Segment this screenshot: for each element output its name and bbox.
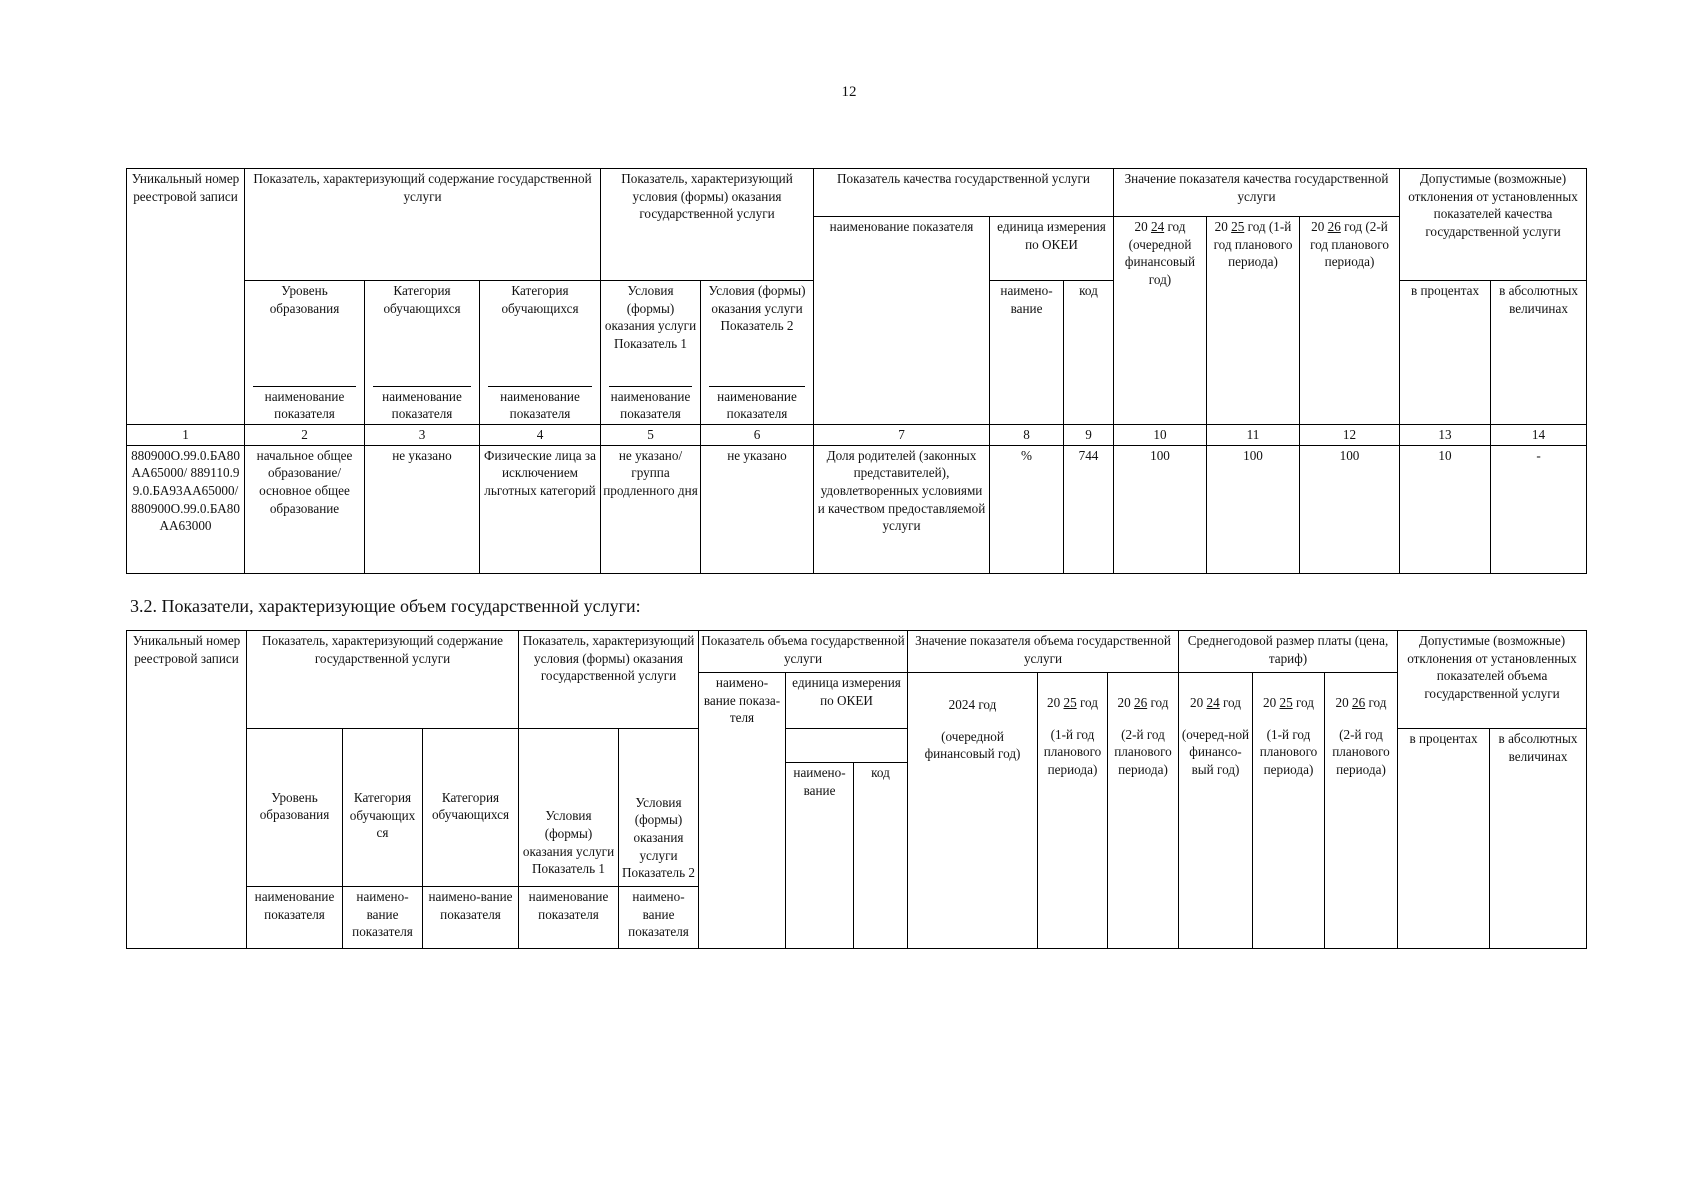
- header-year-2026: [1300, 217, 1400, 425]
- header-value-2025: [1038, 673, 1108, 949]
- table-row: [127, 445, 1587, 573]
- cell-unique-number: 880900О.99.0.БА80АА65000/ 889110.99.0.БА93АА65000/ 880900О.99.0.БА80АА63000: [127, 445, 245, 573]
- header-category-2: Категория обучающихся: [423, 729, 519, 887]
- header-unit-okei: единица измерения по ОКЕИ: [786, 673, 908, 729]
- cell-value-2025: 100: [1207, 445, 1300, 573]
- header-unit-spacer: [786, 729, 908, 763]
- header-unit-code: код: [854, 763, 908, 949]
- year-sub: (очеред-ной финансо-вый год): [1181, 726, 1250, 778]
- header-category-1: Категория обучающихся: [365, 281, 480, 385]
- cell-deviation-percent: 10: [1400, 445, 1491, 573]
- col-number: 13: [1400, 425, 1491, 446]
- year-number: 26: [1351, 695, 1366, 710]
- cell-deviation-absolute: -: [1491, 445, 1587, 573]
- header-category-1: Категория обучающих ся: [343, 729, 423, 887]
- year-sub: (1-й год планового периода): [1043, 726, 1102, 778]
- year-prefix: 20: [1047, 695, 1061, 710]
- col-number: 5: [601, 425, 701, 446]
- header-unit-name: наимено-вание: [786, 763, 854, 949]
- year-prefix: 20: [1190, 695, 1204, 710]
- subheader-condition-1: наименование показателя: [519, 887, 619, 949]
- header-percent: в процентах: [1398, 729, 1490, 949]
- year-suffix: год: [1079, 695, 1098, 710]
- header-condition-1: Условия (формы) оказания услуги Показатель 1: [601, 281, 701, 385]
- header-fee-2026: [1325, 673, 1398, 949]
- subheader-label: наименование показателя: [609, 386, 692, 423]
- subheader-label: наименование показателя: [488, 386, 592, 423]
- cell-indicator: Доля родителей (законных представителей), удовлетворенных условиями и качеством предоставляемой услуги: [814, 445, 990, 573]
- cell-unit-name: %: [990, 445, 1064, 573]
- year-suffix: год: [1222, 695, 1241, 710]
- header-absolute: в абсолютных величинах: [1490, 729, 1587, 949]
- header-fee-2024: [1179, 673, 1253, 949]
- header-fee-2025: [1253, 673, 1325, 949]
- col-number: 9: [1064, 425, 1114, 446]
- subheader-label: наименование показателя: [709, 386, 805, 423]
- header-volume-name: наимено-вание показа-теля: [699, 673, 786, 949]
- year-sub: (2-й год планового периода): [1114, 726, 1172, 778]
- header-unit-okei: единица измерения по ОКЕИ: [990, 217, 1114, 281]
- year-number: 26: [1327, 219, 1341, 234]
- col-number: 12: [1300, 425, 1400, 446]
- header-volume-indicator: Показатель объема государственной услуги: [699, 631, 908, 673]
- header-year-2025: [1207, 217, 1300, 425]
- header-category-2: Категория обучающихся: [480, 281, 601, 385]
- subheader-name: [245, 385, 365, 425]
- col-number: 3: [365, 425, 480, 446]
- col-number: 2: [245, 425, 365, 446]
- header-level: Уровень образования: [247, 729, 343, 887]
- cell-unit-code: 744: [1064, 445, 1114, 573]
- subheader-label: наименование показателя: [373, 386, 471, 423]
- year-label: 2024 год: [948, 697, 997, 712]
- header-value-2024: [908, 673, 1038, 949]
- col-number: 11: [1207, 425, 1300, 446]
- col-number: 4: [480, 425, 601, 446]
- header-unique-number: Уникальный номер реестровой записи: [127, 169, 245, 425]
- subheader-name: [601, 385, 701, 425]
- cell-level: начальное общее образование/ основное общее образование: [245, 445, 365, 573]
- year-suffix: год (очередной финансовый год): [1124, 219, 1196, 288]
- year-prefix: 20: [1214, 219, 1228, 234]
- header-absolute: в абсолютных величинах: [1491, 281, 1587, 425]
- year-prefix: 20: [1263, 695, 1277, 710]
- header-content-indicator: Показатель, характеризующий содержание государственной услуги: [247, 631, 519, 729]
- header-conditions-indicator: Показатель, характеризующий условия (формы) оказания государственной услуги: [601, 169, 814, 281]
- year-suffix: год: [1368, 695, 1387, 710]
- header-condition-1: Условия (формы) оказания услуги Показатель 1: [519, 729, 619, 887]
- header-volume-value: Значение показателя объема государственной услуги: [908, 631, 1179, 673]
- header-quality-value: Значение показателя качества государственной услуги: [1114, 169, 1400, 217]
- header-unit-name: наимено-вание: [990, 281, 1064, 425]
- cell-value-2026: 100: [1300, 445, 1400, 573]
- header-condition-2: Условия (формы) оказания услуги Показатель 2: [701, 281, 814, 385]
- year-suffix: год: [1150, 695, 1169, 710]
- header-level: Уровень образования: [245, 281, 365, 385]
- subheader-category-1: наимено-вание показателя: [343, 887, 423, 949]
- col-number: 1: [127, 425, 245, 446]
- subheader-level: наименование показателя: [247, 887, 343, 949]
- subheader-condition-2: наимено-вание показателя: [619, 887, 699, 949]
- year-sub: (1-й год планового периода): [1259, 726, 1318, 778]
- volume-indicators-table: [126, 630, 1587, 949]
- quality-indicators-table: [126, 168, 1587, 574]
- cell-condition-2: не указано: [701, 445, 814, 573]
- header-conditions-indicator: Показатель, характеризующий условия (формы) оказания государственной услуги: [519, 631, 699, 729]
- subheader-name: [701, 385, 814, 425]
- header-average-fee: Среднегодовой размер платы (цена, тариф): [1179, 631, 1398, 673]
- year-prefix: 20: [1117, 695, 1131, 710]
- header-quality-indicator: Показатель качества государственной услуги: [814, 169, 1114, 217]
- year-sub: (2-й год планового периода): [1332, 726, 1390, 778]
- col-number: 7: [814, 425, 990, 446]
- year-suffix: год: [1295, 695, 1314, 710]
- header-condition-2: Условия (формы) оказания услуги Показатель 2: [619, 729, 699, 887]
- subheader-name: [365, 385, 480, 425]
- year-number: 24: [1206, 695, 1220, 710]
- header-percent: в процентах: [1400, 281, 1491, 425]
- header-unit-code: код: [1064, 281, 1114, 425]
- col-number: 14: [1491, 425, 1587, 446]
- col-number: 10: [1114, 425, 1207, 446]
- year-number: 24: [1150, 219, 1165, 234]
- header-indicator-name: наименование показателя: [814, 217, 990, 425]
- cell-value-2024: 100: [1114, 445, 1207, 573]
- cell-category-1: не указано: [365, 445, 480, 573]
- header-deviation: Допустимые (возможные) отклонения от установленных показателей качества государственной услуги: [1400, 169, 1587, 281]
- year-prefix: 20: [1134, 219, 1148, 234]
- header-year-2024: [1114, 217, 1207, 425]
- year-sub: (очередной финансовый год): [924, 728, 1021, 762]
- year-suffix: год (2-й год планового периода): [1310, 219, 1389, 270]
- year-suffix: год (1-й год планового периода): [1213, 219, 1293, 270]
- year-number: 25: [1063, 695, 1077, 710]
- year-number: 25: [1231, 219, 1245, 234]
- year-number: 26: [1133, 695, 1148, 710]
- cell-condition-1: не указано/ группа продленного дня: [601, 445, 701, 573]
- subheader-label: наименование показателя: [253, 386, 356, 423]
- year-number: 25: [1279, 695, 1293, 710]
- year-prefix: 20: [1311, 219, 1325, 234]
- section-title: 3.2. Показатели, характеризующие объем государственной услуги:: [130, 596, 641, 616]
- col-number: 8: [990, 425, 1064, 446]
- subheader-name: [480, 385, 601, 425]
- header-unique-number: Уникальный номер реестровой записи: [127, 631, 247, 949]
- subheader-category-2: наимено-вание показателя: [423, 887, 519, 949]
- header-content-indicator: Показатель, характеризующий содержание государственной услуги: [245, 169, 601, 281]
- header-value-2026: [1108, 673, 1179, 949]
- header-deviation: Допустимые (возможные) отклонения от установленных показателей объема государственной услуги: [1398, 631, 1587, 729]
- year-prefix: 20: [1335, 695, 1349, 710]
- page-number: 12: [841, 84, 857, 100]
- column-numbers-row: [127, 425, 1587, 446]
- cell-category-2: Физические лица за исключением льготных категорий: [480, 445, 601, 573]
- col-number: 6: [701, 425, 814, 446]
